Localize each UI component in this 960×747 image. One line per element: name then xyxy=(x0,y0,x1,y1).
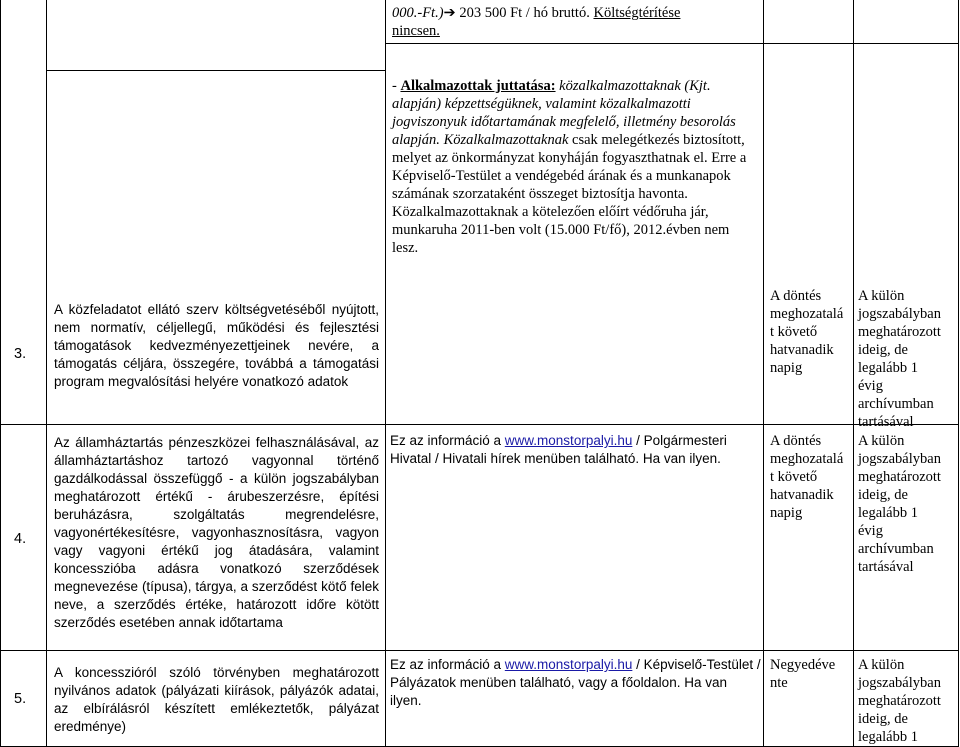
website-link[interactable]: www.monstorpalyi.hu xyxy=(504,657,633,672)
row-4-info xyxy=(390,432,762,468)
grid-line-h-top xyxy=(385,43,959,44)
retention-line: A külön xyxy=(858,288,905,304)
retention-line: tartásával xyxy=(858,414,914,430)
retention-line: jogszabályban xyxy=(858,675,941,691)
grid-line-h-row3 xyxy=(46,70,386,71)
salary-amount-prefix: 000.-Ft.) xyxy=(392,5,444,21)
update-line: A döntés xyxy=(770,288,822,304)
benefits-title: Alkalmazottak juttatása: xyxy=(400,78,556,94)
grid-line-v-num xyxy=(46,0,47,747)
update-line: Negyedéve xyxy=(770,657,836,673)
update-line: t követő xyxy=(770,469,818,485)
row-5-description: A koncesszióról szóló törvényben meghatározott nyilvános adatok (pályázati kiírások, pályázók adatai, az elbírálásról készített emlékeztetők, pályázat eredménye) xyxy=(54,665,379,734)
benefits-italic-text: közalkalmazottaknak (Kjt. alapján) képzettségüknek, valamint közalkalmazotti jogviszonyuk időtartamának megfelelő, illetmény besorolás alapján. xyxy=(392,78,736,148)
update-line: hatvanadik xyxy=(770,342,834,358)
salary-amount: 203 500 Ft / hó bruttó. xyxy=(455,5,594,21)
retention-line: archívumban xyxy=(858,396,934,412)
row-number-3: 3. xyxy=(14,346,27,362)
grid-line-v-update xyxy=(853,0,854,747)
retention-line: tartásával xyxy=(858,559,914,575)
arrow-icon: ➔ xyxy=(443,5,456,21)
update-line: napig xyxy=(770,505,803,521)
retention-line: jogszabályban xyxy=(858,306,941,322)
update-line: nte xyxy=(770,675,788,691)
update-line: A döntés xyxy=(770,433,822,449)
retention-line: meghatározott xyxy=(858,693,941,709)
retention-line: meghatározott xyxy=(858,469,941,485)
grid-line-h-row5 xyxy=(0,650,959,651)
retention-line: A külön xyxy=(858,657,905,673)
row-5-retention xyxy=(858,656,958,746)
row-4-retention xyxy=(858,432,958,576)
row-4-description: Az államháztartás pénzeszközei felhasználásával, az államháztartáshoz tartozó vagyonnal történő gazdálkodással összefüggő - a külön jogszabályban meghatározott értékű - árubeszerzésre, építési beruházásra, szolgáltatás megrendelésre, vagyonértékesítésre, vagyonhasznosításra, vagyon vagy vagyoni értékű jog átadására, valamint koncesszióba adásra vonatkozó szerződések megnevezése (típusa), tárgya, a szerződést kötő felek neve, a szerződés értéke, határozott időre kötött szerződés esetében annak időtartama xyxy=(54,435,379,630)
row-number-4: 4. xyxy=(14,531,27,547)
grid-line-v-desc xyxy=(385,0,386,747)
update-line: napig xyxy=(770,360,803,376)
website-link[interactable]: www.monstorpalyi.hu xyxy=(504,433,633,448)
row-3-description: A közfeladatot ellátó szerv költségvetéséből nyújtott, nem normatív, céljellegű, működési és fejlesztési támogatások kedvezményezettjeinek nevére, a támogatás céljára, összegére, továbbá a támogatási program megvalósítási helyére vonatkozó adatok xyxy=(54,302,379,389)
row-3-retention xyxy=(858,287,958,431)
benefits-italic-word: Közalkalmazottaknak xyxy=(439,132,569,148)
update-line: t követő xyxy=(770,324,818,340)
retention-line: évig xyxy=(858,523,883,539)
info-prefix: Ez az információ a xyxy=(390,433,505,448)
grid-line-v-info xyxy=(763,0,764,747)
update-line: meghozatalá xyxy=(770,451,844,467)
retention-line: archívumban xyxy=(858,541,934,557)
row-5-update-frequency xyxy=(770,656,852,692)
retention-line: meghatározott xyxy=(858,324,941,340)
row-5-info xyxy=(390,656,762,710)
expense-label: Költségtérítése xyxy=(593,5,681,21)
row-3-update-frequency xyxy=(770,287,852,377)
info-suffix: / Polgármesteri Hivatal / Hivatali hírek menüben található. Ha van ilyen. xyxy=(390,433,727,466)
retention-line: legalább 1 xyxy=(858,729,918,745)
grid-line-h-row4 xyxy=(0,424,959,425)
retention-line: jogszabályban xyxy=(858,451,941,467)
salary-continuation-cell xyxy=(392,4,757,40)
retention-line: évig xyxy=(858,378,883,394)
row-number-5: 5. xyxy=(14,691,27,707)
benefits-dash: - xyxy=(392,78,401,94)
retention-line: A külön xyxy=(858,433,905,449)
retention-line: legalább 1 xyxy=(858,505,918,521)
info-suffix: / Képviselő-Testület / Pályázatok menüben található, vagy a főoldalon. Ha van ilyen. xyxy=(390,657,761,708)
retention-line: ideig, de xyxy=(858,342,908,358)
row-4-update-frequency xyxy=(770,432,852,522)
expense-value: nincsen. xyxy=(392,23,440,39)
benefits-text: csak melegétkezés biztosított, melyet az önkormányzat konyháján fogyaszthatnak el. Erre a Képviselő-Testület a vendégebéd árának és a munkanapok számának szorzataként összeget biztosítja havonta. Közalkalmazottaknak a kötelezően előírt védőruha jár, munkaruha 2011-ben volt (15.000 Ft/fő), 2012.évben nem lesz. xyxy=(392,132,747,256)
update-line: hatvanadik xyxy=(770,487,834,503)
retention-line: ideig, de xyxy=(858,711,908,727)
employee-benefits-cell xyxy=(392,77,757,257)
info-prefix: Ez az információ a xyxy=(390,657,505,672)
grid-line-v-left xyxy=(0,0,1,747)
retention-line: legalább 1 xyxy=(858,360,918,376)
grid-line-v-right xyxy=(958,0,959,747)
update-line: meghozatalá xyxy=(770,306,844,322)
retention-line: ideig, de xyxy=(858,487,908,503)
